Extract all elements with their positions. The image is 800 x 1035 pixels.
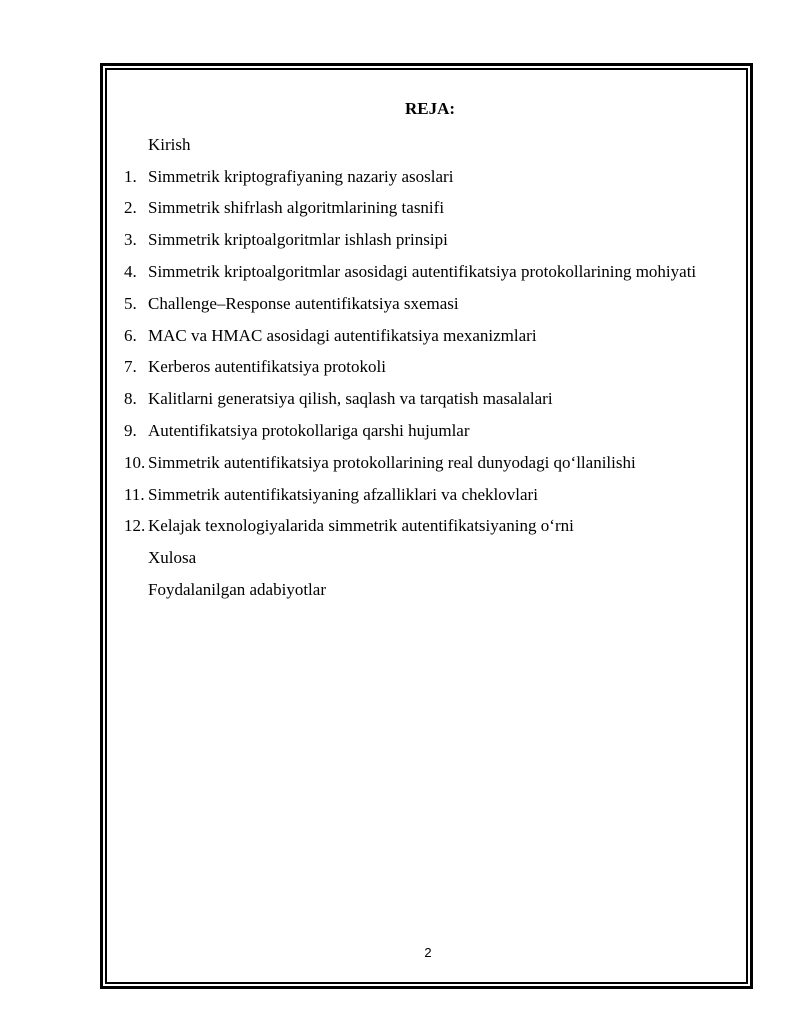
item-text: Kelajak texnologiyalarida simmetrik autentifikatsiyaning o‘rni: [148, 516, 574, 536]
table-of-contents: [124, 129, 754, 606]
item-number: 2.: [124, 198, 137, 218]
list-item: [124, 415, 754, 447]
item-text: Simmetrik kriptoalgoritmlar asosidagi autentifikatsiya protokollarining mohiyati: [148, 262, 697, 282]
item-text: Autentifikatsiya protokollariga qarshi hujumlar: [148, 421, 470, 441]
list-item: [124, 479, 754, 511]
item-number: 6.: [124, 325, 137, 345]
list-item: [124, 161, 754, 193]
item-text: Simmetrik kriptografiyaning nazariy asoslari: [148, 166, 454, 186]
page-number: 2: [424, 945, 432, 960]
item-number: 12.: [124, 516, 146, 536]
item-number: 1.: [124, 166, 137, 186]
item-text: Xulosa: [148, 548, 197, 568]
item-number: 8.: [124, 389, 137, 409]
item-number: 11.: [124, 484, 145, 504]
list-item: [124, 352, 754, 384]
item-text: MAC va HMAC asosidagi autentifikatsiya mexanizmlari: [148, 325, 537, 345]
item-text: Simmetrik autentifikatsiya protokollarining real dunyodagi qo‘llanilishi: [148, 452, 636, 472]
list-item: [124, 447, 754, 479]
item-text: Kirish: [148, 134, 191, 154]
item-text: Challenge–Response autentifikatsiya sxemasi: [148, 293, 459, 313]
item-text: Simmetrik autentifikatsiyaning afzalliklari va cheklovlari: [148, 484, 538, 504]
list-item: [124, 574, 754, 606]
list-item: [124, 383, 754, 415]
page-title: REJA:: [404, 99, 456, 118]
item-text: Kalitlarni generatsiya qilish, saqlash va tarqatish masalalari: [148, 389, 553, 409]
item-number: 3.: [124, 230, 137, 250]
list-item: [124, 256, 754, 288]
item-number: 4.: [124, 262, 137, 282]
item-text: Simmetrik kriptoalgoritmlar ishlash prinsipi: [148, 230, 448, 250]
list-item: [124, 320, 754, 352]
item-text: Foydalanilgan adabiyotlar: [148, 580, 326, 600]
item-number: 9.: [124, 421, 137, 441]
list-item: [124, 288, 754, 320]
list-item: [124, 193, 754, 225]
item-number: 10.: [124, 452, 146, 472]
item-text: Simmetrik shifrlash algoritmlarining tasnifi: [148, 198, 445, 218]
list-item: [124, 129, 754, 161]
item-number: 5.: [124, 293, 137, 313]
list-item: [124, 224, 754, 256]
list-item: [124, 511, 754, 543]
item-text: Kerberos autentifikatsiya protokoli: [148, 357, 386, 377]
list-item: [124, 542, 754, 574]
item-number: 7.: [124, 357, 137, 377]
